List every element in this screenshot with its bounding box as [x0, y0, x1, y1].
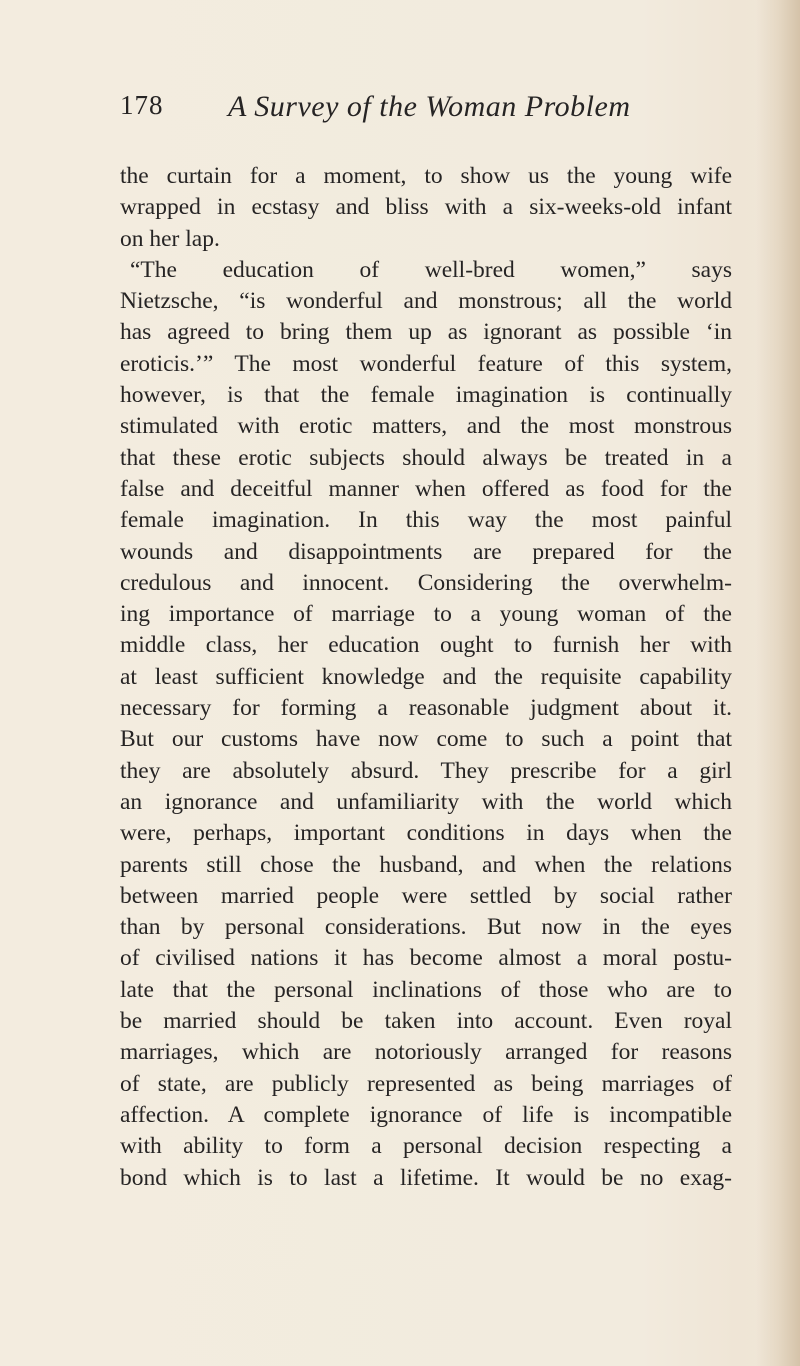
- text-line: ing importance of marriage to a young woman of the: [120, 601, 732, 628]
- text-line: however, is that the female imagination is continually: [120, 382, 732, 409]
- text-line: middle class, her education ought to furnish her with: [120, 632, 732, 659]
- text-line: on her lap.: [120, 225, 220, 252]
- text-line: with ability to form a personal decision respecting a: [120, 1133, 732, 1160]
- text-line: an ignorance and unfamiliarity with the world which: [120, 788, 732, 815]
- text-line: marriages, which are notoriously arranged for reasons: [120, 1039, 732, 1066]
- text-line: “The education of well-bred women,” says: [130, 256, 732, 283]
- body-text: [120, 161, 732, 1194]
- text-line: the curtain for a moment, to show us the young wife: [120, 163, 732, 189]
- text-line: Nietzsche, “is wonderful and monstrous; all the world: [120, 288, 732, 315]
- text-line: be married should be taken into account. Even royal: [120, 1008, 732, 1035]
- text-line: at least sufficient knowledge and the requisite capability: [120, 663, 732, 690]
- text-line: of state, are publicly represented as being marriages of: [120, 1070, 732, 1097]
- text-line: eroticis.’” The most wonderful feature of this system,: [120, 350, 732, 377]
- text-line: wounds and disappointments are prepared for the: [120, 538, 732, 565]
- text-line: of civilised nations it has become almost a moral postu-: [120, 945, 732, 972]
- page-number: 178: [120, 90, 164, 120]
- text-line: bond which is to last a lifetime. It would be no exag-: [120, 1164, 732, 1191]
- text-line: late that the personal inclinations of those who are to: [120, 976, 732, 1003]
- text-line: affection. A complete ignorance of life is incompatible: [120, 1101, 732, 1128]
- text-line: wrapped in ecstasy and bliss with a six-weeks-old infant: [120, 194, 732, 221]
- text-line: they are absolutely absurd. They prescribe for a girl: [120, 757, 732, 784]
- text-line: that these erotic subjects should always be treated in a: [120, 444, 732, 471]
- running-title: A Survey of the Woman Problem: [228, 90, 631, 123]
- text-line: has agreed to bring them up as ignorant as possible ‘in: [120, 319, 732, 346]
- page-edge-shadow: [756, 0, 800, 1366]
- text-line: false and deceitful manner when offered as food for the: [120, 475, 732, 502]
- text-line: parents still chose the husband, and when the relations: [120, 851, 732, 878]
- text-line: were, perhaps, important conditions in days when the: [120, 820, 732, 847]
- text-line: stimulated with erotic matters, and the most monstrous: [120, 413, 732, 440]
- text-line: female imagination. In this way the most painful: [120, 507, 732, 534]
- text-line: necessary for forming a reasonable judgment about it.: [120, 695, 732, 722]
- text-line: credulous and innocent. Considering the overwhelm-: [120, 569, 732, 596]
- text-line: between married people were settled by social rather: [120, 882, 732, 909]
- text-line: But our customs have now come to such a point that: [120, 726, 732, 753]
- running-header: [120, 90, 760, 130]
- text-line: than by personal considerations. But now in the eyes: [120, 914, 732, 941]
